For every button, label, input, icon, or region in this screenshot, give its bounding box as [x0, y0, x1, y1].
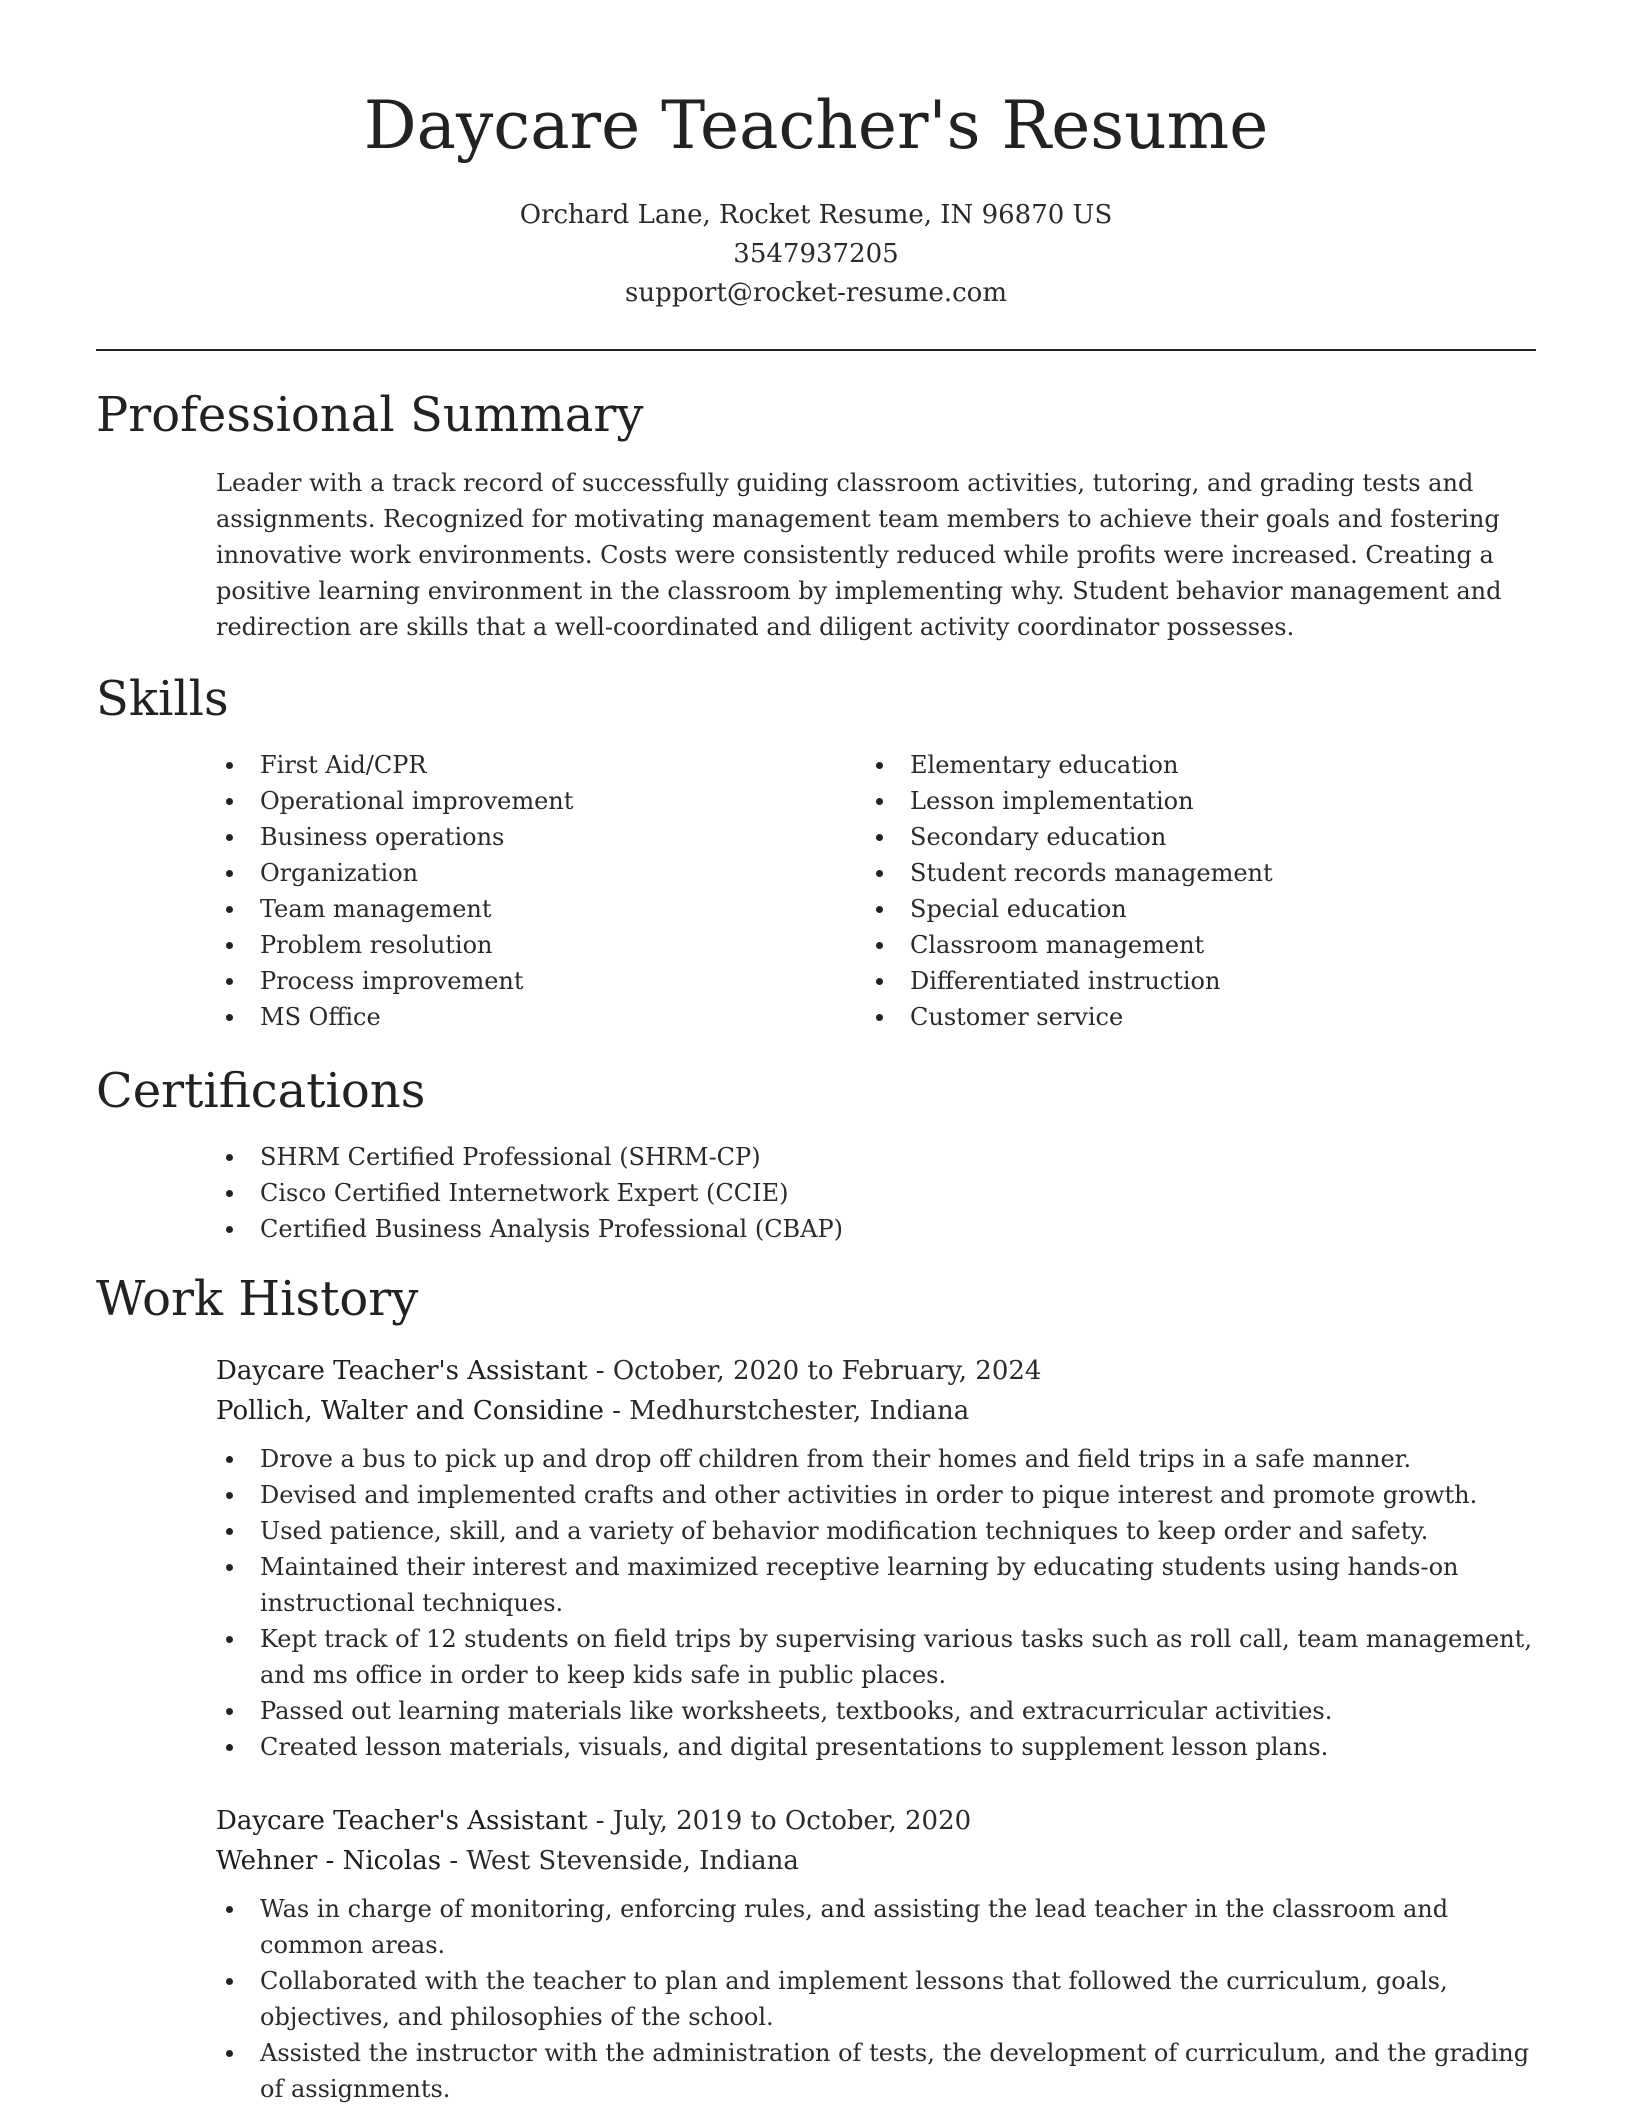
job-location: West Stevenside, Indiana — [466, 1846, 799, 1876]
job-location: Medhurstchester, Indiana — [629, 1396, 970, 1426]
skill-item: Secondary education — [866, 819, 1516, 855]
skill-item: Differentiated instruction — [866, 963, 1516, 999]
job-separator: - — [449, 1846, 467, 1876]
job-company-line — [216, 1391, 1536, 1431]
resume-title: Daycare Teacher's Resume — [363, 87, 1269, 164]
skills-right-column — [866, 747, 1516, 1035]
skill-item: Organization — [216, 855, 866, 891]
skill-item: Business operations — [216, 819, 866, 855]
job-dates: July, 2019 to October, 2020 — [612, 1806, 972, 1836]
job-bullet: Drove a bus to pick up and drop off children from their homes and field trips in a safe manner. — [216, 1441, 1536, 1477]
summary-text: Leader with a track record of successfully guiding classroom activities, tutoring, and grading tests and assignments. Recognized for motivating management team members to achieve their goals and fostering innovative work environments. Costs were consistently reduced while profits were increased. Creating a positive learning environment in the classroom by implementing why. Student behavior management and redirection are skills that a well-coordinated and diligent activity coordinator possesses. — [216, 469, 1502, 641]
job-entry — [216, 1351, 1536, 1765]
job-bullet: Assisted the instructor with the administration of tests, the development of curriculum, and the grading of assignments. — [216, 2035, 1536, 2107]
certifications-list — [216, 1139, 1536, 1247]
skill-item: Special education — [866, 891, 1516, 927]
skill-item: First Aid/CPR — [216, 747, 866, 783]
certifications-heading: Certifications — [96, 1063, 426, 1119]
job-title: Daycare Teacher's Assistant — [216, 1356, 588, 1386]
certification-item: Cisco Certified Internetwork Expert (CCIE) — [216, 1175, 1536, 1211]
job-bullet: Passed out learning materials like worksheets, textbooks, and extracurricular activities. — [216, 1693, 1536, 1729]
job-bullet: Collaborated with the teacher to plan and implement lessons that followed the curriculum, goals, objectives, and philosophies of the school. — [216, 1963, 1536, 2035]
job-entry — [216, 1801, 1536, 2107]
header-divider — [96, 349, 1536, 351]
job-bullet: Kept track of 12 students on field trips by supervising various tasks such as roll call, team management, and ms office in order to keep kids safe in public places. — [216, 1621, 1536, 1693]
skill-item: Problem resolution — [216, 927, 866, 963]
summary-heading: Professional Summary — [96, 387, 644, 443]
job-title-line — [216, 1351, 1536, 1391]
job-dates: October, 2020 to February, 2024 — [612, 1356, 1042, 1386]
skill-item: Classroom management — [866, 927, 1516, 963]
resume-header — [96, 0, 1536, 313]
work-history-heading: Work History — [96, 1271, 419, 1327]
job-company-line — [216, 1841, 1536, 1881]
skill-item: Lesson implementation — [866, 783, 1516, 819]
job-bullet-list — [216, 1441, 1536, 1765]
skill-item: Elementary education — [866, 747, 1516, 783]
job-bullet: Was in charge of monitoring, enforcing rules, and assisting the lead teacher in the classroom and common areas. — [216, 1891, 1536, 1963]
job-separator: - — [595, 1806, 613, 1836]
skill-item: Process improvement — [216, 963, 866, 999]
job-company: Wehner - Nicolas — [216, 1846, 442, 1876]
skill-item: MS Office — [216, 999, 866, 1035]
skills-left-column — [216, 747, 866, 1035]
job-separator: - — [595, 1356, 613, 1386]
job-title: Daycare Teacher's Assistant — [216, 1806, 588, 1836]
certification-item: Certified Business Analysis Professional (CBAP) — [216, 1211, 1536, 1247]
job-separator: - — [612, 1396, 630, 1426]
job-title-line — [216, 1801, 1536, 1841]
job-bullet: Created lesson materials, visuals, and digital presentations to supplement lesson plans. — [216, 1729, 1536, 1765]
job-bullet: Maintained their interest and maximized receptive learning by educating students using hands-on instructional techniques. — [216, 1549, 1536, 1621]
skills-grid — [216, 747, 1536, 1035]
contact-block — [96, 196, 1536, 313]
contact-address: Orchard Lane, Rocket Resume, IN 96870 US — [519, 200, 1113, 230]
job-bullet-list — [216, 1891, 1536, 2107]
certification-item: SHRM Certified Professional (SHRM-CP) — [216, 1139, 1536, 1175]
job-bullet: Devised and implemented crafts and other activities in order to pique interest and promote growth. — [216, 1477, 1536, 1513]
resume-page — [96, 0, 1536, 2107]
contact-phone: 3547937205 — [733, 239, 899, 269]
skills-heading: Skills — [96, 671, 229, 727]
contact-email: support@rocket-resume.com — [624, 278, 1007, 308]
skill-item: Operational improvement — [216, 783, 866, 819]
skill-item: Student records management — [866, 855, 1516, 891]
skill-item: Team management — [216, 891, 866, 927]
job-company: Pollich, Walter and Considine — [216, 1396, 604, 1426]
skill-item: Customer service — [866, 999, 1516, 1035]
job-bullet: Used patience, skill, and a variety of behavior modification techniques to keep order and safety. — [216, 1513, 1536, 1549]
